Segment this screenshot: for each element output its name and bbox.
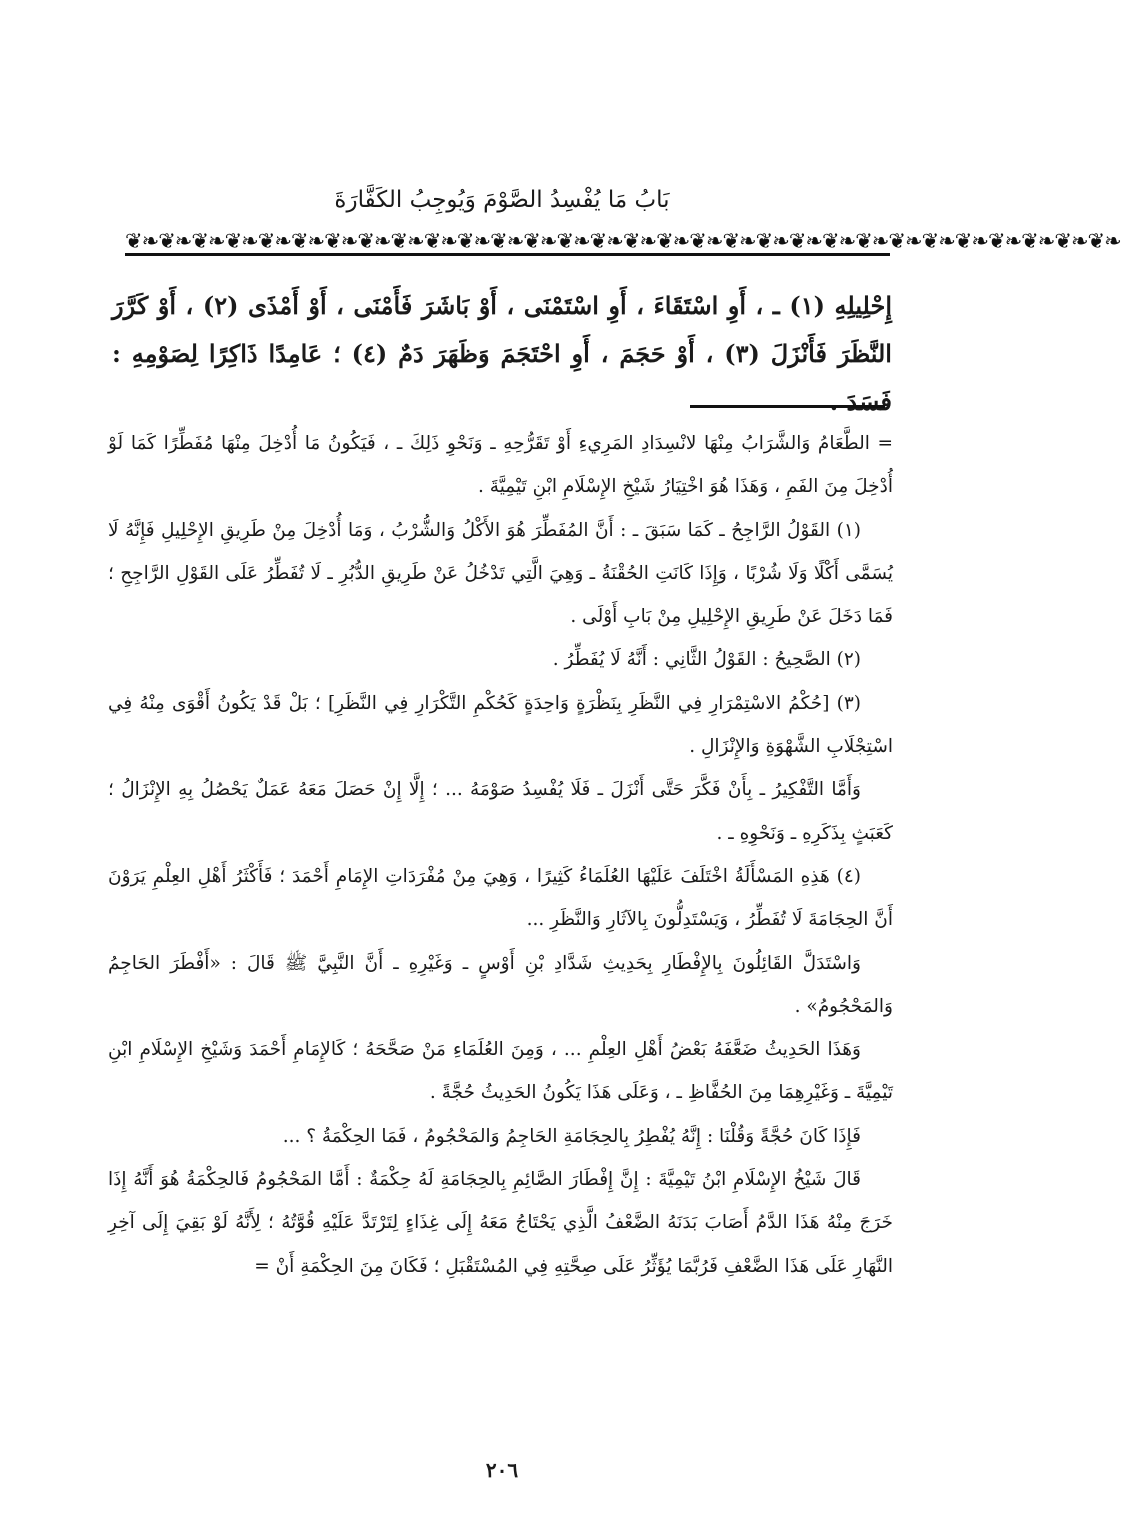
footnote-3: (٣) [حُكْمُ الاسْتِمْرَارِ فِي النَّظَرِ بِنَظْرَةٍ وَاحِدَةٍ كَحُكْمِ التَّكْرَارِ فِي النَّظَرِ] ؛ بَلْ قَدْ يَكُونُ أَقْوَى مِنْهُ فِي اسْتِجْلَابِ الشَّهْوَةِ وَالإِنْزَالِ . bbox=[108, 692, 893, 758]
chapter-title: بَابُ مَا يُفْسِدُ الصَّوْمَ وَيُوجِبُ الكَفَّارَةَ bbox=[334, 187, 670, 213]
footnote-3-continued: وَأَمَّا التَّفْكِيرُ ـ بِأَنْ فَكَّرَ حَتَّى أَنْزَلَ ـ فَلَا يُفْسِدُ صَوْمَهُ ... ؛ إِلَّا إِنْ حَصَلَ مَعَهُ عَمَلٌ يَحْصُلُ بِهِ الإِنْزَالُ ؛ كَعَبَثٍ بِذَكَرِهِ ـ وَنَحْوِهِ ـ . bbox=[108, 779, 893, 844]
footnote-separator bbox=[690, 405, 885, 408]
page-number: ٢٠٦ bbox=[485, 1458, 519, 1482]
main-paragraph: إِحْلِيلِهِ (١) ـ ، أَوِ اسْتَقَاءَ ، أَوِ اسْتَمْنَى ، أَوْ بَاشَرَ فَأَمْنَى ، أَوْ أَمْذَى (٢) ، أَوْ كَرَّرَ النَّظَرَ فَأَنْزَلَ (٣) ، أَوْ حَجَمَ ، أَوِ احْتَجَمَ وَظَهَرَ دَمٌ (٤) ؛ عَامِدًا ذَاكِرًا لِصَوْمِهِ : فَسَدَ . bbox=[112, 291, 893, 416]
footnote-4-paragraph-5: قَالَ شَيْخُ الإِسْلَامِ ابْنُ تَيْمِيَّةَ : إِنَّ إِفْطَارَ الصَّائِمِ بِالحِجَامَةِ لَهُ حِكْمَةٌ : أَمَّا المَحْجُومُ فَالحِكْمَةُ هُوَ أَنَّهُ إِذَا خَرَجَ مِنْهُ هَذَا الدَّمُ أَصَابَ بَدَنَهُ الضَّعْفُ الَّذِي يَحْتَاجُ مَعَهُ إِلَى غِذَاءٍ لِتَرْتَدَّ عَلَيْهِ قُوَّتُهُ ؛ لِأَنَّهُ لَوْ بَقِيَ إِلَى آخِرِ النَّهَارِ عَلَى هَذَا الضَّعْفِ فَرُبَّمَا يُؤَثِّرُ عَلَى صِحَّتِهِ فِي المُسْتَقْبَلِ ؛ فَكَانَ مِنَ الحِكْمَةِ أَنْ = bbox=[108, 1169, 893, 1277]
footnote-4-paragraph-4: فَإِذَا كَانَ حُجَّةً وَقُلْنَا : إِنَّهُ يُفْطِرُ بِالحِجَامَةِ الحَاجِمُ وَالمَحْجُومُ ، فَمَا الحِكْمَةُ ؟ ... bbox=[282, 1125, 861, 1147]
footnote-4-paragraph-3: وَهَذَا الحَدِيثُ ضَعَّفَهُ بَعْضُ أَهْلِ العِلْمِ ... ، وَمِنَ العُلَمَاءِ مَنْ صَحَّحَهُ ؛ كَالإِمَامِ أَحْمَدَ وَشَيْخِ الإِسْلَامِ ابْنِ تَيْمِيَّةَ ـ وَغَيْرِهِمَا مِنَ الحُفَّاظِ ـ ، وَعَلَى هَذَا يَكُونُ الحَدِيثُ حُجَّةً . bbox=[108, 1039, 893, 1104]
footnote-4-paragraph-2: وَاسْتَدَلَّ القَائِلُونَ بِالإِفْطَارِ بِحَدِيثِ شَدَّادِ بْنِ أَوْسٍ ـ وَغَيْرِهِ ـ أَنَّ النَّبِيَّ ﷺ قَالَ : «أَفْطَرَ الحَاجِمُ وَالمَحْجُومُ» . bbox=[108, 952, 893, 1017]
footnote-4: (٤) هَذِهِ المَسْأَلَةُ اخْتَلَفَ عَلَيْهَا العُلَمَاءُ كَثِيرًا ، وَهِيَ مِنْ مُفْرَدَاتِ الإِمَامِ أَحْمَدَ ؛ فَأَكْثَرُ أَهْلِ العِلْمِ يَرَوْنَ أَنَّ الحِجَامَةَ لَا تُفَطِّرُ ، وَيَسْتَدِلُّونَ بِالآثَارِ وَالنَّظَرِ ... bbox=[108, 865, 893, 931]
footnotes-block bbox=[108, 422, 893, 1288]
footnote-2: (٢) الصَّحِيحُ : القَوْلُ الثَّانِي : أَنَّهُ لَا يُفَطِّرُ . bbox=[552, 649, 861, 671]
decorative-ornament-border: ❦❧❦❧❦❧❦❧❦❧❦❧❦❧❦❧❦❧❦❧❦❧❦❧❦❧❦❧❦❧❦❧❦❧❦❧❦❧❦❧❦❧❦❧❦❧❦❧❦❧❦❧❦❧❦❧❦❧❦❧ bbox=[125, 228, 890, 256]
footnote-continuation: = الطَّعَامُ وَالشَّرَابُ مِنْهَا لانْسِدَادِ المَرِيءِ أَوْ تَقَرُّحِهِ ـ وَنَحْوِ ذَلِكَ ـ ، فَيَكُونُ مَا أُدْخِلَ مِنْهَا مُفَطِّرًا كَمَا لَوْ أُدْخِلَ مِنَ الفَمِ ، وَهَذَا هُوَ اخْتِيَارُ شَيْخِ الإِسْلَامِ ابْنِ تَيْمِيَّةَ . bbox=[108, 433, 893, 498]
footnote-1: (١) القَوْلُ الرَّاجِحُ ـ كَمَا سَبَقَ ـ : أَنَّ المُفَطِّرَ هُوَ الأَكْلُ وَالشُّرْبُ ، وَمَا أُدْخِلَ مِنْ طَرِيقِ الإِحْلِيلِ فَإِنَّهُ لَا يُسَمَّى أَكْلًا وَلَا شُرْبًا ، وَإِذَا كَانَتِ الحُقْنَةُ ـ وَهِيَ الَّتِي تَدْخُلُ عَنْ طَرِيقِ الدُّبُرِ ـ لَا تُفَطِّرُ عَلَى القَوْلِ الرَّاجِحِ ؛ فَمَا دَخَلَ عَنْ طَرِيقِ الإِحْلِيلِ مِنْ بَابِ أَوْلَى . bbox=[108, 519, 893, 628]
